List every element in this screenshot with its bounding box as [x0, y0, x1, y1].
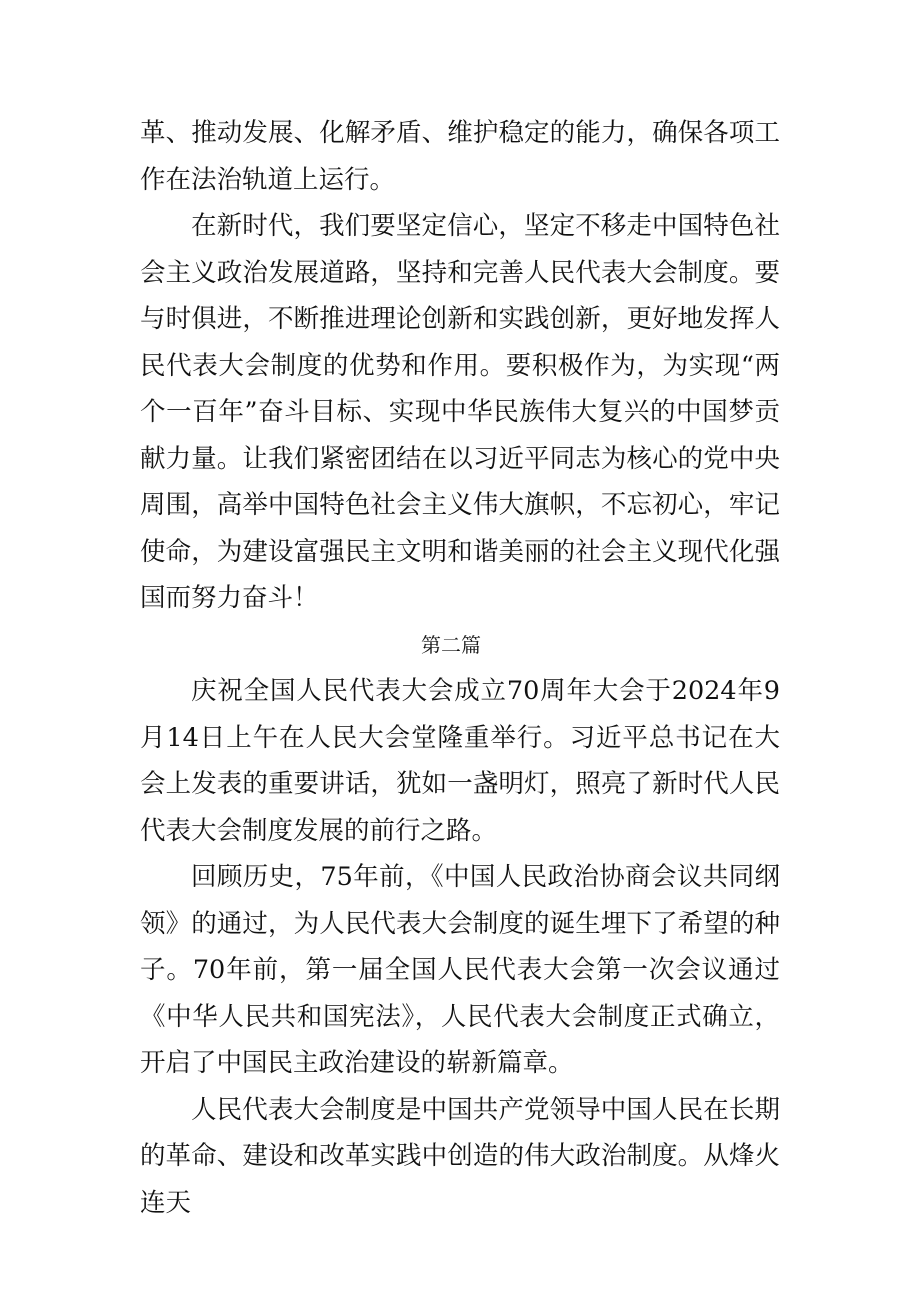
paragraph-new-era: 在新时代，我们要坚定信心，坚定不移走中国特色社会主义政治发展道路，坚持和完善人民代表大会制度。要与时俱进，不断推进理论创新和实践创新，更好地发挥人民代表大会制度的优势和作用。要积极作为，为实现“两个一百年”奋斗目标、实现中华民族伟大复兴的中国梦贡献力量。让我们紧密团结在以习近平同志为核心的党中央周围，高举中国特色社会主义伟大旗帜，不忘初心，牢记使命，为建设富强民主文明和谐美丽的社会主义现代化强国而努力奋斗！ — [140, 211, 780, 613]
paragraph-celebration: 庆祝全国人民代表大会成立70周年大会于2024年9月14日上午在人民大会堂隆重举行。习近平总书记在大会上发表的重要讲话，犹如一盏明灯，照亮了新时代人民代表大会制度发展的前行之路。 — [140, 676, 780, 846]
section-heading: 第二篇 — [421, 632, 481, 657]
paragraph-continuation: 革、推动发展、化解矛盾、维护稳定的能力，确保各项工作在法治轨道上运行。 — [140, 118, 780, 195]
paragraph-system: 人民代表大会制度是中国共产党领导中国人民在长期的革命、建设和改革实践中创造的伟大政治制度。从烽火连天 — [140, 1094, 780, 1218]
document-body — [140, 110, 780, 1226]
paragraph-history: 回顾历史，75年前，《中国人民政治协商会议共同纲领》的通过，为人民代表大会制度的诞生埋下了希望的种子。70年前，第一届全国人民代表大会第一次会议通过《中华人民共和国宪法》，人民代表大会制度正式确立，开启了中国民主政治建设的崭新篇章。 — [140, 862, 780, 1078]
